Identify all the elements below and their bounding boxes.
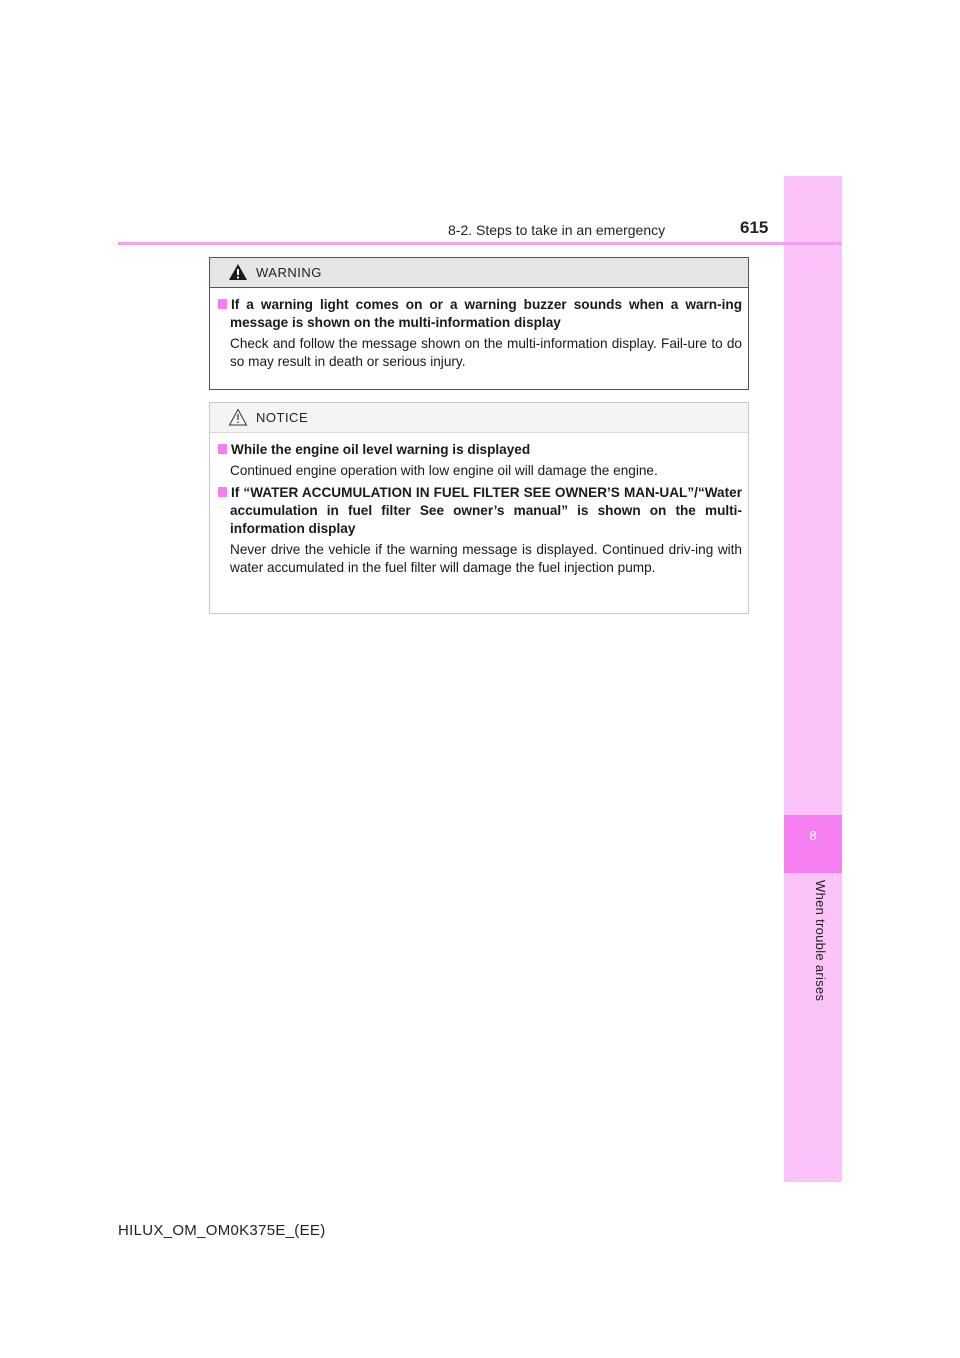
notice-item-title: While the engine oil level warning is displayed [231, 442, 531, 457]
page-number: 615 [740, 218, 769, 237]
chapter-tab-active-marker [784, 815, 842, 873]
notice-item-text: Continued engine operation with low engine oil will damage the engine. [230, 463, 658, 478]
notice-label: NOTICE [256, 410, 309, 425]
chapter-number: 8 [809, 828, 817, 843]
warning-label: WARNING [256, 265, 322, 280]
notice-box-header [210, 403, 748, 433]
notice-box [209, 402, 749, 614]
warning-item [218, 296, 742, 371]
warning-triangle-icon [228, 263, 248, 281]
chapter-side-tab [784, 176, 842, 1182]
notice-item [218, 441, 742, 480]
notice-triangle-icon [228, 408, 248, 426]
chapter-title: When trouble arises [813, 880, 828, 1002]
notice-item-text: Never drive the vehicle if the warning message is displayed. Continued driv-ing with water accumulated in the fuel filter will damage the fuel injection pump. [230, 542, 742, 575]
bullet-square-icon [218, 444, 227, 454]
warning-box [209, 257, 749, 390]
section-title: 8-2. Steps to take in an emergency [448, 222, 666, 238]
bullet-square-icon [218, 299, 227, 309]
notice-item [218, 484, 742, 577]
warning-box-header [210, 258, 748, 288]
warning-item-text: Check and follow the message shown on the multi-information display. Fail-ure to do so may result in death or serious injury. [230, 336, 742, 369]
warning-item-title: If a warning light comes on or a warning buzzer sounds when a warn-ing message is shown on the multi-information display [230, 297, 742, 330]
notice-item-title: If “WATER ACCUMULATION IN FUEL FILTER SEE OWNER’S MAN-UAL”/“Water accumulation in fuel filter See owner’s manual” is shown on the multi-information display [230, 485, 742, 536]
document-code: HILUX_OM_OM0K375E_(EE) [118, 1222, 326, 1239]
header-rule [118, 242, 842, 245]
bullet-square-icon [218, 487, 227, 497]
